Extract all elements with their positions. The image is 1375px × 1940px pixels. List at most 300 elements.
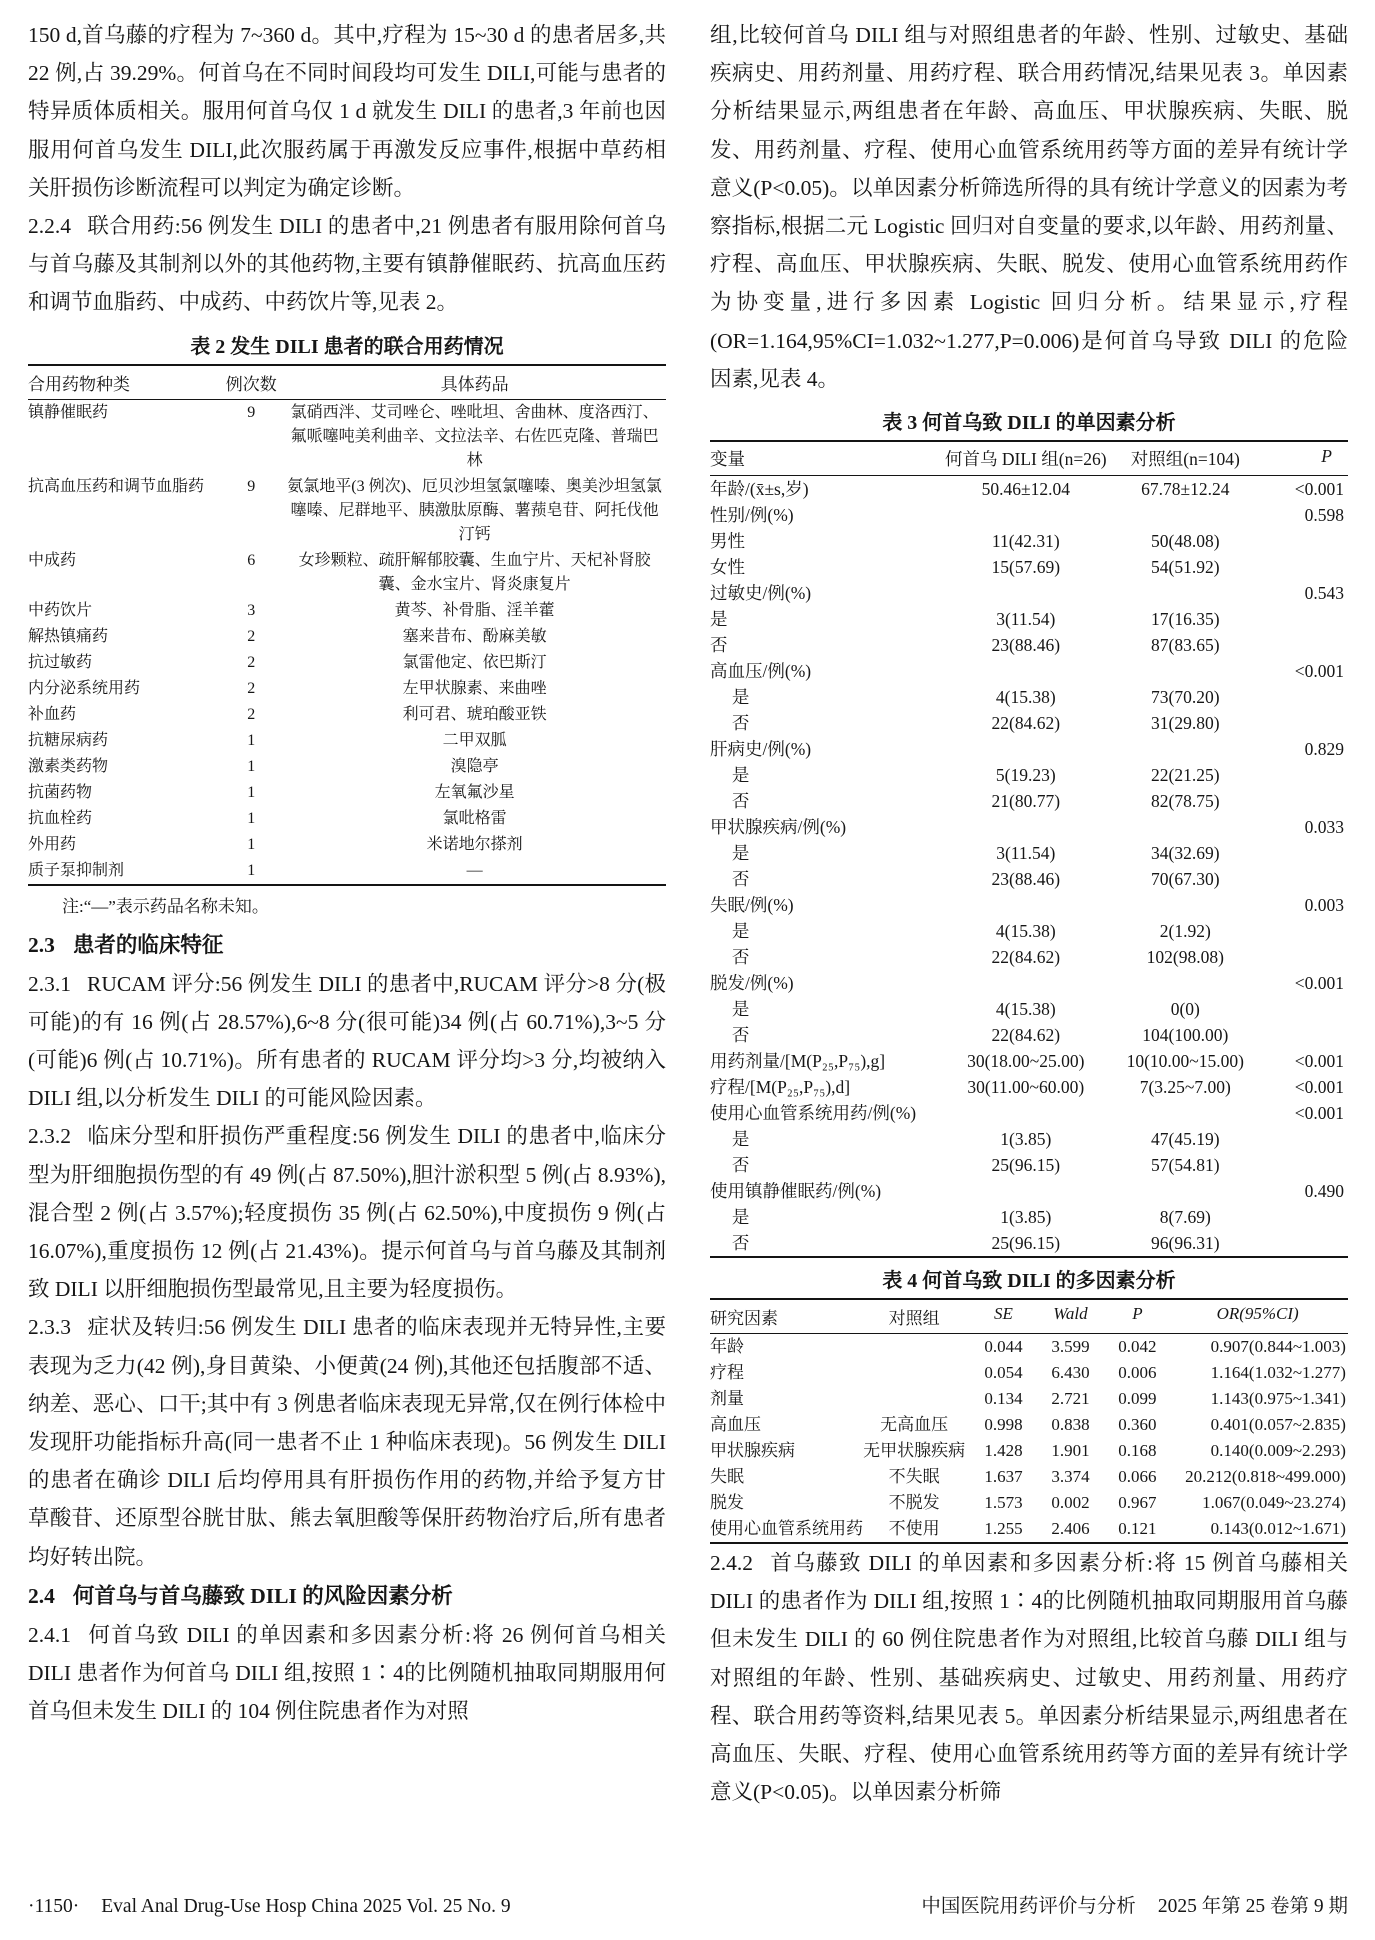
p-value-cell (1259, 1126, 1348, 1152)
table-joint-medication (28, 364, 666, 886)
drug-names-cell: — (466, 861, 483, 879)
table-row (28, 702, 666, 728)
drug-type-cell: 抗过敏药 (28, 653, 93, 671)
control-group-cell: 96(96.31) (1151, 1233, 1220, 1254)
drug-names-cell: 女珍颗粒、疏肝解郁胶囊、生血宁片、天杞补肾胶囊、金水宝片、肾炎康复片 (298, 551, 651, 593)
table-row (28, 754, 666, 780)
variable-cell: 是 (731, 999, 750, 1020)
paragraph-2-4-1-continuation: 组,比较何首乌 DILI 组与对照组患者的年龄、性别、过敏史、基础疾病史、用药剂量、用药疗程、联合用药情况,结果见表 3。单因素分析结果显示,两组患者在年龄、高血压、甲状腺疾病、失眠、脱发、用药剂量、疗程、使用心血管系统用药等方面的差异有统计学意义(P<0.05)。以单因素分析筛选所得的具有统计学意义的因素为考察指标,根据二元 Logistic 回归对自变量的要求,以年龄、用药剂量、疗程、高血压、甲状腺疾病、失眠、脱发、使用心血管系统用药作为协变量,进行多因素 Logistic 回归分析。结果显示,疗程(OR=1.164,95%CI=1.032~1.277,P=0.006)是何首乌导致 DILI 的危险因素,见表 4。 (710, 23, 1348, 391)
variable-cell: 女性 (710, 557, 745, 578)
table-univariate-analysis (710, 440, 1348, 1258)
table-row (710, 892, 1348, 918)
control-group-cell: 8(7.69) (1159, 1207, 1211, 1228)
factor-cell: 脱发 (710, 1493, 744, 1513)
variable-cell: 否 (710, 635, 728, 656)
wald-cell: 3.599 (1051, 1337, 1090, 1357)
table-row (710, 1516, 1348, 1542)
variable-cell: 否 (731, 947, 750, 968)
table-row (710, 736, 1348, 762)
section-text: 何首乌致 DILI 的单因素和多因素分析:将 26 例何首乌相关 DILI 患者作为何首乌 DILI 组,按照 1∶4的比例随机抽取同期服用何首乌但未发生 DILI 的 104 例住院患者作为对照 (28, 1622, 666, 1724)
table4-header-row (710, 1298, 1348, 1334)
drug-type-cell: 质子泵抑制剂 (28, 861, 125, 879)
page-number: ·1150· (28, 1896, 80, 1917)
p-value-cell: 0.490 (1304, 1181, 1344, 1202)
variable-cell: 年龄/(x̄±s,岁) (710, 479, 809, 500)
section-text: 临床分型和肝损伤严重程度:56 例发生 DILI 的患者中,临床分型为肝细胞损伤型的有 49 例(占 87.50%),胆汁淤积型 5 例(占 8.93%),混合型 2 例(占 3.57%);轻度损伤 35 例(占 62.50%),中度损伤 9 例(占 16.07%),重度损伤 12 例(占 21.43%)。提示何首乌与首乌藤及其制剂致 DILI 以肝细胞损伤型最常见,且主要为轻度损伤。 (28, 1124, 666, 1302)
p-value-cell: 0.829 (1304, 739, 1344, 760)
dili-group-cell: 22(84.62) (991, 947, 1061, 968)
table4-header-se: SE (994, 1304, 1013, 1324)
dili-group-cell (940, 658, 1112, 684)
dili-group-cell: 22(84.62) (991, 713, 1061, 734)
table-row (28, 598, 666, 624)
p-value-cell (1259, 762, 1348, 788)
section-text: RUCAM 评分:56 例发生 DILI 的患者中,RUCAM 评分>8 分(极可能)的有 16 例(占 28.57%),6~8 分(很可能)34 例(占 60.71%),3~5 分(可能)6 例(占 10.71%)。所有患者的 RUCAM 评分均>3 分,均被纳入 DILI 组,以分析发生 DILI 的可能风险因素。 (28, 971, 666, 1111)
p-value-cell: 0.967 (1118, 1493, 1157, 1513)
table-row (28, 676, 666, 702)
table2-header-row (28, 364, 666, 400)
section-number: 2.4.2 (710, 1551, 753, 1576)
table-row (710, 970, 1348, 996)
case-count-cell: 2 (247, 705, 256, 723)
drug-type-cell: 内分泌系统用药 (28, 679, 141, 697)
table-row (710, 632, 1348, 658)
heading-text: 何首乌与首乌藤致 DILI 的风险因素分析 (72, 1583, 453, 1608)
or-ci-cell: 20.212(0.818~499.000) (1185, 1467, 1346, 1487)
variable-cell: 肝病史/例(%) (710, 739, 812, 760)
table-row (710, 580, 1348, 606)
drug-type-cell: 抗高血压药和调节血脂药 (28, 477, 205, 495)
heading-text: 患者的临床特征 (72, 932, 224, 957)
p-value-cell: <0.001 (1294, 479, 1344, 500)
table3-body (710, 476, 1348, 1256)
control-group-cell (1112, 892, 1259, 918)
p-value-cell: 0.598 (1304, 505, 1344, 526)
table2-header-count: 例次数 (225, 374, 277, 394)
p-value-cell (1259, 528, 1348, 554)
control-group-cell (1112, 1100, 1259, 1126)
drug-type-cell: 中药饮片 (28, 601, 93, 619)
dili-group-cell: 3(11.54) (996, 609, 1056, 630)
control-group-cell (1112, 658, 1259, 684)
table2-note: 注:“—”表示药品名称未知。 (62, 896, 269, 916)
dili-group-cell: 1(3.85) (1000, 1129, 1052, 1150)
dili-group-cell (940, 1100, 1112, 1126)
case-count-cell: 2 (247, 679, 256, 697)
or-ci-cell: 0.907(0.844~1.003) (1210, 1337, 1346, 1357)
case-count-cell: 1 (247, 809, 256, 827)
control-group-cell (1112, 970, 1259, 996)
table3-header-row (710, 440, 1348, 476)
case-count-cell: 1 (247, 835, 256, 853)
table-row (710, 684, 1348, 710)
drug-type-cell: 中成药 (28, 551, 77, 569)
table-row (710, 1412, 1348, 1438)
table2-header-type: 合用药物种类 (28, 374, 130, 394)
section-number: 2.2.4 (28, 214, 71, 239)
drug-names-cell: 左甲状腺素、来曲唑 (402, 679, 547, 697)
table-row (710, 1204, 1348, 1230)
table-row (710, 528, 1348, 554)
control-group-cell: 67.78±12.24 (1141, 479, 1230, 500)
table-row (710, 1022, 1348, 1048)
drug-names-cell: 二甲双胍 (442, 731, 507, 749)
factor-cell: 甲状腺疾病 (710, 1441, 795, 1461)
dili-group-cell (940, 970, 1112, 996)
table-row (28, 728, 666, 754)
se-cell: 1.637 (984, 1467, 1023, 1487)
dili-group-cell: 30(18.00~25.00) (967, 1051, 1085, 1072)
or-ci-cell: 0.140(0.009~2.293) (1210, 1441, 1346, 1461)
table-row (710, 944, 1348, 970)
or-ci-cell: 0.143(0.012~1.671) (1210, 1519, 1346, 1539)
control-group-cell: 102(98.08) (1146, 947, 1224, 968)
table-row (28, 400, 666, 474)
table-row (710, 554, 1348, 580)
p-value-cell (1259, 866, 1348, 892)
control-group-cell: 31(29.80) (1151, 713, 1220, 734)
heading-number: 2.4 (28, 1583, 55, 1608)
variable-cell: 疗程/[M(P₂₅,P₇₅),d] (710, 1077, 851, 1098)
dili-group-cell: 25(96.15) (991, 1233, 1061, 1254)
heading-number: 2.3 (28, 932, 55, 957)
table-multivariate-analysis (710, 1298, 1348, 1544)
dili-group-cell: 30(11.00~60.00) (967, 1077, 1085, 1098)
table-row (710, 1386, 1348, 1412)
wald-cell: 1.901 (1051, 1441, 1090, 1461)
se-cell: 0.998 (984, 1415, 1023, 1435)
section-number: 2.4.1 (28, 1622, 71, 1647)
table-row (710, 1360, 1348, 1386)
factor-cell: 剂量 (710, 1389, 744, 1409)
dili-group-cell (940, 892, 1112, 918)
table-row (710, 1048, 1348, 1074)
variable-cell: 是 (731, 687, 750, 708)
heading-2-3 (28, 925, 666, 965)
control-group-cell: 82(78.75) (1151, 791, 1220, 812)
page-footer (28, 1890, 1348, 1918)
table-row (710, 1126, 1348, 1152)
paragraph-duration-continuation: 150 d,首乌藤的疗程为 7~360 d。其中,疗程为 15~30 d 的患者居多,共 22 例,占 39.29%。何首乌在不同时间段均可发生 DILI,可能与患者的特异质体质相关。服用何首乌仅 1 d 就发生 DILI 的患者,3 年前也因服用何首乌发生 DILI,此次服药属于再激发反应事件,根据中草药相关肝损伤诊断流程可以判定为确定诊断。 (28, 23, 666, 200)
reference-cell (857, 1386, 972, 1412)
se-cell: 0.054 (984, 1363, 1023, 1383)
p-value-cell (1259, 632, 1348, 658)
case-count-cell: 2 (247, 653, 256, 671)
drug-names-cell: 利可君、琥珀酸亚铁 (402, 705, 547, 723)
drug-type-cell: 抗糖尿病药 (28, 731, 109, 749)
p-value-cell: 0.042 (1118, 1337, 1157, 1357)
drug-type-cell: 镇静催眠药 (28, 403, 109, 421)
p-value-cell (1259, 710, 1348, 736)
table-row (710, 1100, 1348, 1126)
dili-group-cell: 5(19.23) (995, 765, 1056, 786)
p-value-cell: 0.168 (1118, 1441, 1157, 1461)
p-value-cell (1259, 996, 1348, 1022)
p-value-cell: 0.360 (1118, 1415, 1157, 1435)
wald-cell: 0.002 (1051, 1493, 1090, 1513)
variable-cell: 用药剂量/[M(P₂₅,P₇₅),g] (710, 1051, 886, 1072)
case-count-cell: 9 (247, 477, 256, 495)
drug-names-cell: 左氧氟沙星 (434, 783, 515, 801)
control-group-cell: 10(10.00~15.00) (1126, 1051, 1244, 1072)
variable-cell: 是 (731, 921, 750, 942)
dili-group-cell (940, 502, 1112, 528)
p-value-cell (1259, 840, 1348, 866)
control-group-cell: 47(45.19) (1151, 1129, 1220, 1150)
variable-cell: 否 (731, 1025, 750, 1046)
drug-type-cell: 抗菌药物 (28, 783, 93, 801)
reference-cell: 不失眠 (888, 1467, 940, 1487)
journal-name-en: Eval Anal Drug-Use Hosp China 2025 Vol. 25 No. 9 (101, 1896, 511, 1917)
p-value-cell: 0.033 (1304, 817, 1344, 838)
control-group-cell: 0(0) (1170, 999, 1200, 1020)
drug-names-cell: 氯硝西泮、艾司唑仑、唑吡坦、舍曲林、度洛西汀、氟哌噻吨美利曲辛、文拉法辛、右佐匹克隆、普瑞巴林 (290, 403, 659, 469)
p-value-cell: <0.001 (1294, 661, 1344, 682)
table4-header-p: P (1132, 1304, 1143, 1324)
drug-type-cell: 抗血栓药 (28, 809, 93, 827)
control-group-cell: 70(67.30) (1151, 869, 1220, 890)
control-group-cell: 87(83.65) (1151, 635, 1220, 656)
table4-header-factor: 研究因素 (710, 1309, 778, 1329)
p-value-cell: 0.066 (1118, 1467, 1157, 1487)
reference-cell (857, 1334, 972, 1360)
table-row (710, 476, 1348, 502)
table2-body (28, 400, 666, 884)
p-value-cell: <0.001 (1294, 1077, 1344, 1098)
dili-group-cell: 4(15.38) (995, 687, 1056, 708)
table-row (710, 1464, 1348, 1490)
p-value-cell (1259, 1230, 1348, 1256)
reference-cell: 不脱发 (888, 1493, 940, 1513)
heading-2-4 (28, 1576, 666, 1616)
control-group-cell: 73(70.20) (1151, 687, 1220, 708)
table-row (710, 1074, 1348, 1100)
drug-type-cell: 外用药 (28, 835, 77, 853)
or-ci-cell: 0.401(0.057~2.835) (1210, 1415, 1346, 1435)
p-value-cell (1259, 1022, 1348, 1048)
variable-cell: 使用心血管系统用药/例(%) (710, 1103, 917, 1124)
control-group-cell (1112, 814, 1259, 840)
paragraph-2-3-1 (28, 965, 666, 1118)
reference-cell: 不使用 (888, 1519, 940, 1539)
variable-cell: 否 (731, 791, 750, 812)
variable-cell: 否 (731, 1233, 750, 1254)
drug-names-cell: 氯雷他定、依巴斯汀 (402, 653, 547, 671)
table3-title: 表 3 何首乌致 DILI 的单因素分析 (882, 412, 1176, 435)
section-number: 2.3.3 (28, 1315, 71, 1340)
dili-group-cell: 15(57.69) (991, 557, 1061, 578)
drug-names-cell: 塞来昔布、酚麻美敏 (402, 627, 547, 645)
table-row (710, 840, 1348, 866)
dili-group-cell: 22(84.62) (991, 1025, 1061, 1046)
journal-name-cn: 中国医院用药评价与分析 (921, 1896, 1136, 1917)
table-row (28, 832, 666, 858)
control-group-cell: 34(32.69) (1151, 843, 1220, 864)
paragraph-2-3-2 (28, 1117, 666, 1308)
drug-names-cell: 黄芩、补骨脂、淫羊藿 (394, 601, 555, 619)
p-value-cell (1259, 554, 1348, 580)
table3-header-group1: 何首乌 DILI 组(n=26) (945, 449, 1107, 470)
control-group-cell: 50(48.08) (1151, 531, 1220, 552)
table-row (710, 762, 1348, 788)
dili-group-cell: 25(96.15) (991, 1155, 1061, 1176)
reference-cell: 无高血压 (880, 1415, 949, 1435)
table-row (710, 1334, 1348, 1360)
table3-header-p: P (1321, 446, 1332, 467)
footer-right (921, 1890, 1348, 1918)
dili-group-cell: 3(11.54) (996, 843, 1056, 864)
control-group-cell: 22(21.25) (1151, 765, 1220, 786)
paragraph-2-3-3 (28, 1308, 666, 1575)
table-row (710, 918, 1348, 944)
p-value-cell (1259, 918, 1348, 944)
or-ci-cell: 1.164(1.032~1.277) (1210, 1363, 1346, 1383)
control-group-cell: 2(1.92) (1159, 921, 1211, 942)
factor-cell: 使用心血管系统用药 (710, 1519, 863, 1539)
dili-group-cell (940, 1178, 1112, 1204)
variable-cell: 高血压/例(%) (710, 661, 812, 682)
dili-group-cell: 4(15.38) (995, 921, 1056, 942)
p-value-cell: <0.001 (1294, 1103, 1344, 1124)
control-group-cell: 54(51.92) (1151, 557, 1220, 578)
variable-cell: 否 (731, 1155, 750, 1176)
wald-cell: 2.406 (1051, 1519, 1090, 1539)
variable-cell: 过敏史/例(%) (710, 583, 812, 604)
case-count-cell: 1 (247, 731, 256, 749)
se-cell: 1.573 (984, 1493, 1023, 1513)
table-row (710, 866, 1348, 892)
drug-type-cell: 激素类药物 (28, 757, 109, 775)
p-value-cell: 0.543 (1304, 583, 1344, 604)
se-cell: 1.255 (984, 1519, 1023, 1539)
variable-cell: 否 (731, 869, 750, 890)
variable-cell: 脱发/例(%) (710, 973, 794, 994)
table-row (28, 806, 666, 832)
dili-group-cell: 23(88.46) (991, 635, 1061, 656)
table-row (710, 606, 1348, 632)
variable-cell: 是 (731, 843, 750, 864)
dili-group-cell: 23(88.46) (991, 869, 1061, 890)
case-count-cell: 1 (247, 757, 256, 775)
section-number: 2.3.1 (28, 971, 71, 996)
table-row (710, 1230, 1348, 1256)
control-group-cell (1112, 502, 1259, 528)
case-count-cell: 1 (247, 861, 256, 879)
reference-cell (857, 1360, 972, 1386)
control-group-cell: 104(100.00) (1142, 1025, 1229, 1046)
left-column (28, 16, 666, 1811)
p-value-cell: <0.001 (1294, 973, 1344, 994)
dili-group-cell: 21(80.77) (991, 791, 1061, 812)
p-value-cell (1259, 684, 1348, 710)
journal-issue: 2025 年第 25 卷第 9 期 (1157, 1896, 1348, 1917)
control-group-cell: 7(3.25~7.00) (1139, 1077, 1231, 1098)
variable-cell: 男性 (710, 531, 745, 552)
p-value-cell: 0.006 (1118, 1363, 1157, 1383)
drug-type-cell: 补血药 (28, 705, 77, 723)
p-value-cell (1259, 944, 1348, 970)
drug-type-cell: 解热镇痛药 (28, 627, 109, 645)
table-row (28, 548, 666, 598)
variable-cell: 是 (731, 1129, 750, 1150)
section-number: 2.3.2 (28, 1124, 71, 1149)
variable-cell: 是 (731, 1207, 750, 1228)
p-value-cell (1259, 1152, 1348, 1178)
drug-names-cell: 溴隐亭 (450, 757, 499, 775)
variable-cell: 是 (710, 609, 728, 630)
table-row (710, 1152, 1348, 1178)
p-value-cell (1259, 606, 1348, 632)
factor-cell: 高血压 (710, 1415, 761, 1435)
variable-cell: 是 (731, 765, 750, 786)
table3-header-group2: 对照组(n=104) (1130, 449, 1240, 470)
drug-names-cell: 氨氯地平(3 例次)、厄贝沙坦氢氯噻嗪、奥美沙坦氢氯噻嗪、尼群地平、胰激肽原酶、薯蓣皂苷、阿托伐他汀钙 (287, 477, 662, 543)
table-row (28, 474, 666, 548)
drug-names-cell: 米诺地尔搽剂 (426, 835, 523, 853)
p-value-cell: 0.099 (1118, 1389, 1157, 1409)
paragraph-2-4-1 (28, 1616, 666, 1731)
case-count-cell: 9 (247, 403, 256, 421)
se-cell: 1.428 (984, 1441, 1023, 1461)
table-row (710, 996, 1348, 1022)
table-row (710, 710, 1348, 736)
case-count-cell: 1 (247, 783, 256, 801)
variable-cell: 甲状腺疾病/例(%) (710, 817, 847, 838)
section-text: 首乌藤致 DILI 的单因素和多因素分析:将 15 例首乌藤相关 DILI 的患者作为 DILI 组,按照 1∶4的比例随机抽取同期服用首乌藤但未发生 DILI 的 60 例住院患者作为对照组,比较首乌藤 DILI 组与对照组的年龄、性别、基础疾病史、过敏史、用药剂量、用药疗程、联合用药等资料,结果见表 5。单因素分析结果显示,两组患者在高血压、失眠、疗程、使用心血管系统用药等方面的差异有统计学意义(P<0.05)。以单因素分析筛 (710, 1551, 1348, 1805)
dili-group-cell: 11(42.31) (991, 531, 1060, 552)
section-text: 症状及转归:56 例发生 DILI 患者的临床表现并无特异性,主要表现为乏力(42 例),身目黄染、小便黄(24 例),其他还包括腹部不适、纳差、恶心、口干;其中有 3 例患者临床表现无异常,仅在例行体检中发现肝功能指标升高(同一患者不止 1 种临床表现)。56 例发生 DILI 的患者在确诊 DILI 后均停用具有肝损伤作用的药物,并给予复方甘草酸苷、还原型谷胱甘肽、熊去氧胆酸等保肝药物治疗后,所有患者均好转出院。 (28, 1315, 666, 1569)
reference-cell: 无甲状腺疾病 (863, 1441, 966, 1461)
p-value-cell (1259, 788, 1348, 814)
dili-group-cell: 4(15.38) (995, 999, 1056, 1020)
wald-cell: 6.430 (1051, 1363, 1090, 1383)
paragraph-2-4-2 (710, 1544, 1348, 1811)
table-row (710, 814, 1348, 840)
p-value-cell: <0.001 (1294, 1051, 1344, 1072)
wald-cell: 0.838 (1051, 1415, 1090, 1435)
variable-cell: 失眠/例(%) (710, 895, 794, 916)
table-row (710, 1438, 1348, 1464)
footer-left (28, 1896, 511, 1918)
p-value-cell: 0.121 (1118, 1519, 1157, 1539)
paragraph-2-2-4 (28, 207, 666, 322)
or-ci-cell: 1.143(0.975~1.341) (1210, 1389, 1346, 1409)
variable-cell: 性别/例(%) (710, 505, 794, 526)
p-value-cell: 0.003 (1304, 895, 1344, 916)
table-row (710, 788, 1348, 814)
case-count-cell: 3 (247, 601, 256, 619)
control-group-cell: 57(54.81) (1151, 1155, 1220, 1176)
table-row (28, 624, 666, 650)
table4-header-or-ci: OR(95%CI) (1216, 1304, 1299, 1324)
dili-group-cell: 1(3.85) (1000, 1207, 1052, 1228)
wald-cell: 2.721 (1051, 1389, 1090, 1409)
table-row (710, 502, 1348, 528)
control-group-cell (1112, 580, 1259, 606)
wald-cell: 3.374 (1051, 1467, 1090, 1487)
table4-header-reference: 对照组 (888, 1309, 940, 1329)
factor-cell: 失眠 (710, 1467, 744, 1487)
control-group-cell (1112, 736, 1259, 762)
factor-cell: 疗程 (710, 1363, 744, 1383)
p-value-cell (1259, 1204, 1348, 1230)
or-ci-cell: 1.067(0.049~23.274) (1202, 1493, 1346, 1513)
control-group-cell (1112, 1178, 1259, 1204)
control-group-cell: 17(16.35) (1151, 609, 1220, 630)
table3-header-variable: 变量 (710, 449, 745, 470)
table2-title: 表 2 发生 DILI 患者的联合用药情况 (190, 335, 504, 358)
table4-body (710, 1334, 1348, 1542)
